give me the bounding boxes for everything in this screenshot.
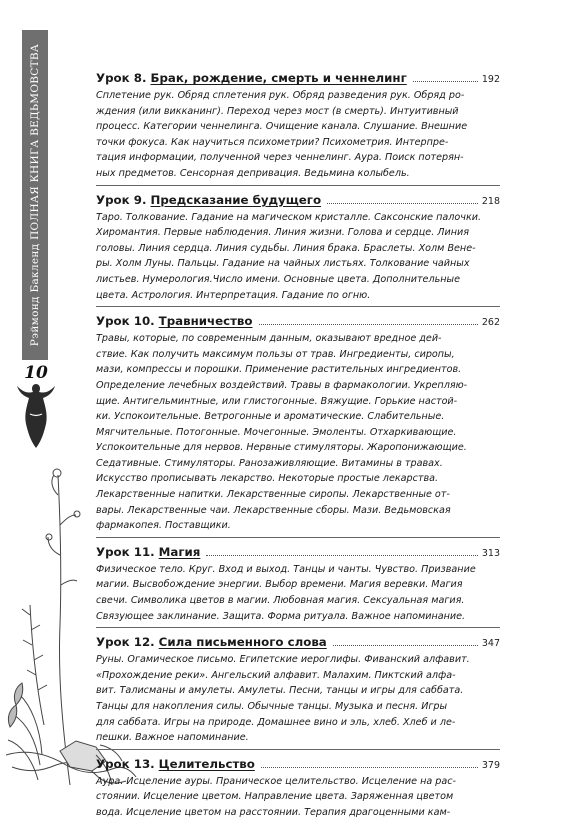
toc-entry-heading — [96, 70, 500, 88]
description-line: Таро. Толкование. Гадание на магическом кристалле. Саксонские палочки. — [96, 211, 482, 223]
description-line: щие. Антигельминтные, или глистогонные. Вяжущие. Горькие настой- — [96, 395, 458, 407]
goddess-figure-icon — [14, 380, 58, 452]
divider — [96, 749, 500, 750]
description-line: свечи. Символика цветов в магии. Любовная магия. Сексуальная магия. — [96, 595, 465, 607]
description-line: точки фокуса. Как научиться психометрии? Психометрия. Интерпре- — [96, 136, 449, 148]
description-line: Сплетение рук. Обряд сплетения рук. Обряд разведения рук. Обряд ро- — [96, 90, 465, 101]
description-line: Успокоительные для нервов. Нервные стимуляторы. Жаропонижающие. — [96, 442, 467, 454]
description-line: процесс. Категории ченнелинга. Очищение канала. Слушание. Внешние — [96, 121, 468, 133]
leader-dots — [259, 324, 478, 325]
leader-dots — [206, 555, 477, 556]
description-line: ствие. Как получить максимум пользы от трав. Ингредиенты, сиропы, — [96, 348, 455, 360]
toc-entry — [96, 756, 500, 821]
lesson-description — [96, 774, 500, 821]
description-line: Физическое тело. Круг. Вход и выход. Танцы и чанты. Чувство. Призвание — [96, 563, 476, 575]
lesson-description — [96, 652, 500, 746]
toc-entry — [96, 70, 500, 186]
description-line: пешки. Важное напоминание. — [96, 732, 249, 744]
description-line: ки. Успокоительные. Ветрогонные и ароматические. Слабительные. — [96, 411, 445, 423]
description-line: ных предметов. Сенсорная депривация. Ведьмина колыбель. — [96, 167, 410, 179]
lesson-number: Урок 13. — [96, 756, 155, 771]
description-line: Связующее заклинание. Защита. Форма ритуала. Важное напоминание. — [96, 610, 466, 622]
lesson-description — [96, 210, 500, 304]
lesson-number: Урок 9. — [96, 192, 147, 207]
lesson-description — [96, 562, 500, 624]
toc-entry-heading — [96, 634, 500, 652]
description-line: ждения (или викканинг). Переход через мост (в смерть). Интуитивный — [96, 105, 459, 117]
lesson-title: Травничество — [158, 314, 253, 329]
lesson-title: Магия — [158, 544, 201, 559]
toc-entry-heading — [96, 756, 500, 774]
toc-entry — [96, 313, 500, 538]
description-line: Руны. Огамическое письмо. Египетские иероглифы. Фиванский алфавит. — [96, 654, 470, 666]
page-reference: 218 — [481, 195, 500, 207]
page-reference: 379 — [481, 759, 500, 771]
description-line: «Прохождение реки». Ангельский алфавит. Малахим. Пиктский алфа- — [96, 669, 456, 681]
toc-entry — [96, 192, 500, 308]
description-line: фармакопея. Поставщики. — [96, 520, 231, 532]
description-line: для саббата. Игры на природе. Домашнее вино и эль, хлеб. Хлеб и ле- — [96, 716, 456, 728]
divider — [96, 627, 500, 628]
toc-entry — [96, 544, 500, 628]
lesson-description — [96, 331, 500, 534]
description-line: вары. Лекарственные чаи. Лекарственные сборы. Мази. Ведьмовская — [96, 504, 451, 516]
leader-dots — [413, 81, 478, 82]
description-line: Танцы для накопления силы. Обычные танцы. Музыка и песня. Игры — [96, 701, 448, 712]
description-line: вода. Исцеление цветом на расстоянии. Терапия драгоценными кам- — [96, 806, 451, 818]
description-line: Искусство прописывать лекарство. Некоторые простые лекарства. — [96, 473, 439, 485]
description-line: Лекарственные напитки. Лекарственные сиропы. Лекарственные от- — [96, 489, 450, 501]
description-line: листьев. Нумерология.Число имени. Основные цвета. Дополнительные — [96, 273, 460, 285]
description-line: Определение лечебных воздействий. Травы в фармакологии. Укрепляю- — [96, 379, 468, 391]
leader-dots — [327, 203, 478, 204]
page-number: 10 — [24, 363, 48, 383]
lesson-title: Брак, рождение, смерть и ченнелинг — [150, 71, 407, 85]
description-line: Седативные. Стимуляторы. Ранозаживляющие. Витамины в травах. — [96, 457, 443, 469]
page-reference: 313 — [481, 547, 500, 559]
page-reference: 347 — [481, 638, 500, 650]
leader-dots — [333, 645, 478, 646]
lesson-number: Урок 10. — [96, 314, 155, 329]
description-line: цвета. Астрология. Интерпретация. Гадание по огню. — [96, 289, 371, 301]
description-line: магии. Высвобождение энергии. Выбор времени. Магия веревки. Магия — [96, 579, 463, 591]
page-reference: 192 — [481, 74, 500, 85]
toc-entry-heading — [96, 313, 500, 331]
decorative-sidebar — [0, 0, 72, 800]
description-line: ры. Холм Луны. Пальцы. Гадание на чайных листьях. Толкование чайных — [96, 258, 470, 270]
table-of-contents — [96, 70, 500, 827]
toc-entry-heading — [96, 192, 500, 210]
lesson-number: Урок 8. — [96, 71, 147, 85]
lesson-number: Урок 12. — [96, 635, 155, 650]
lesson-title: Предсказание будущего — [150, 192, 322, 207]
description-line: головы. Линия сердца. Линия судьбы. Линия брака. Браслеты. Холм Вене- — [96, 242, 476, 254]
running-title: Рэймонд Бакленд ПОЛНАЯ КНИГА ВЕДЬМОВСТВА — [29, 43, 41, 347]
lesson-title: Сила письменного слова — [158, 635, 327, 650]
description-line: вит. Талисманы и амулеты. Амулеты. Песни, танцы и игры для саббата. — [96, 685, 464, 697]
divider — [96, 537, 500, 538]
description-line: Хиромантия. Первые наблюдения. Линия жизни. Голова и сердце. Линия — [96, 227, 470, 239]
lesson-title: Целительство — [158, 756, 255, 771]
leader-dots — [261, 767, 478, 768]
lesson-description — [96, 88, 500, 182]
divider — [96, 185, 500, 186]
description-line: стоянии. Исцеление цветом. Направление цвета. Заряженная цветом — [96, 791, 454, 803]
description-line: Аура. Исцеление ауры. Праническое целительство. Исцеление на рас- — [96, 775, 457, 787]
toc-entry — [96, 634, 500, 750]
lesson-number: Урок 11. — [96, 544, 155, 559]
description-line: мази, компрессы и порошки. Применение растительных ингредиентов. — [96, 364, 462, 376]
divider — [96, 306, 500, 307]
description-line: Травы, которые, по современным данным, оказывают вредное дей- — [96, 333, 442, 345]
toc-entry-heading — [96, 544, 500, 562]
description-line: тация информации, полученной через ченнелинг. Аура. Поиск потерян- — [96, 152, 464, 164]
page-reference: 262 — [481, 317, 500, 329]
description-line: Мягчительные. Потогонные. Мочегонные. Эмоленты. Отхаркивающие. — [96, 426, 457, 438]
